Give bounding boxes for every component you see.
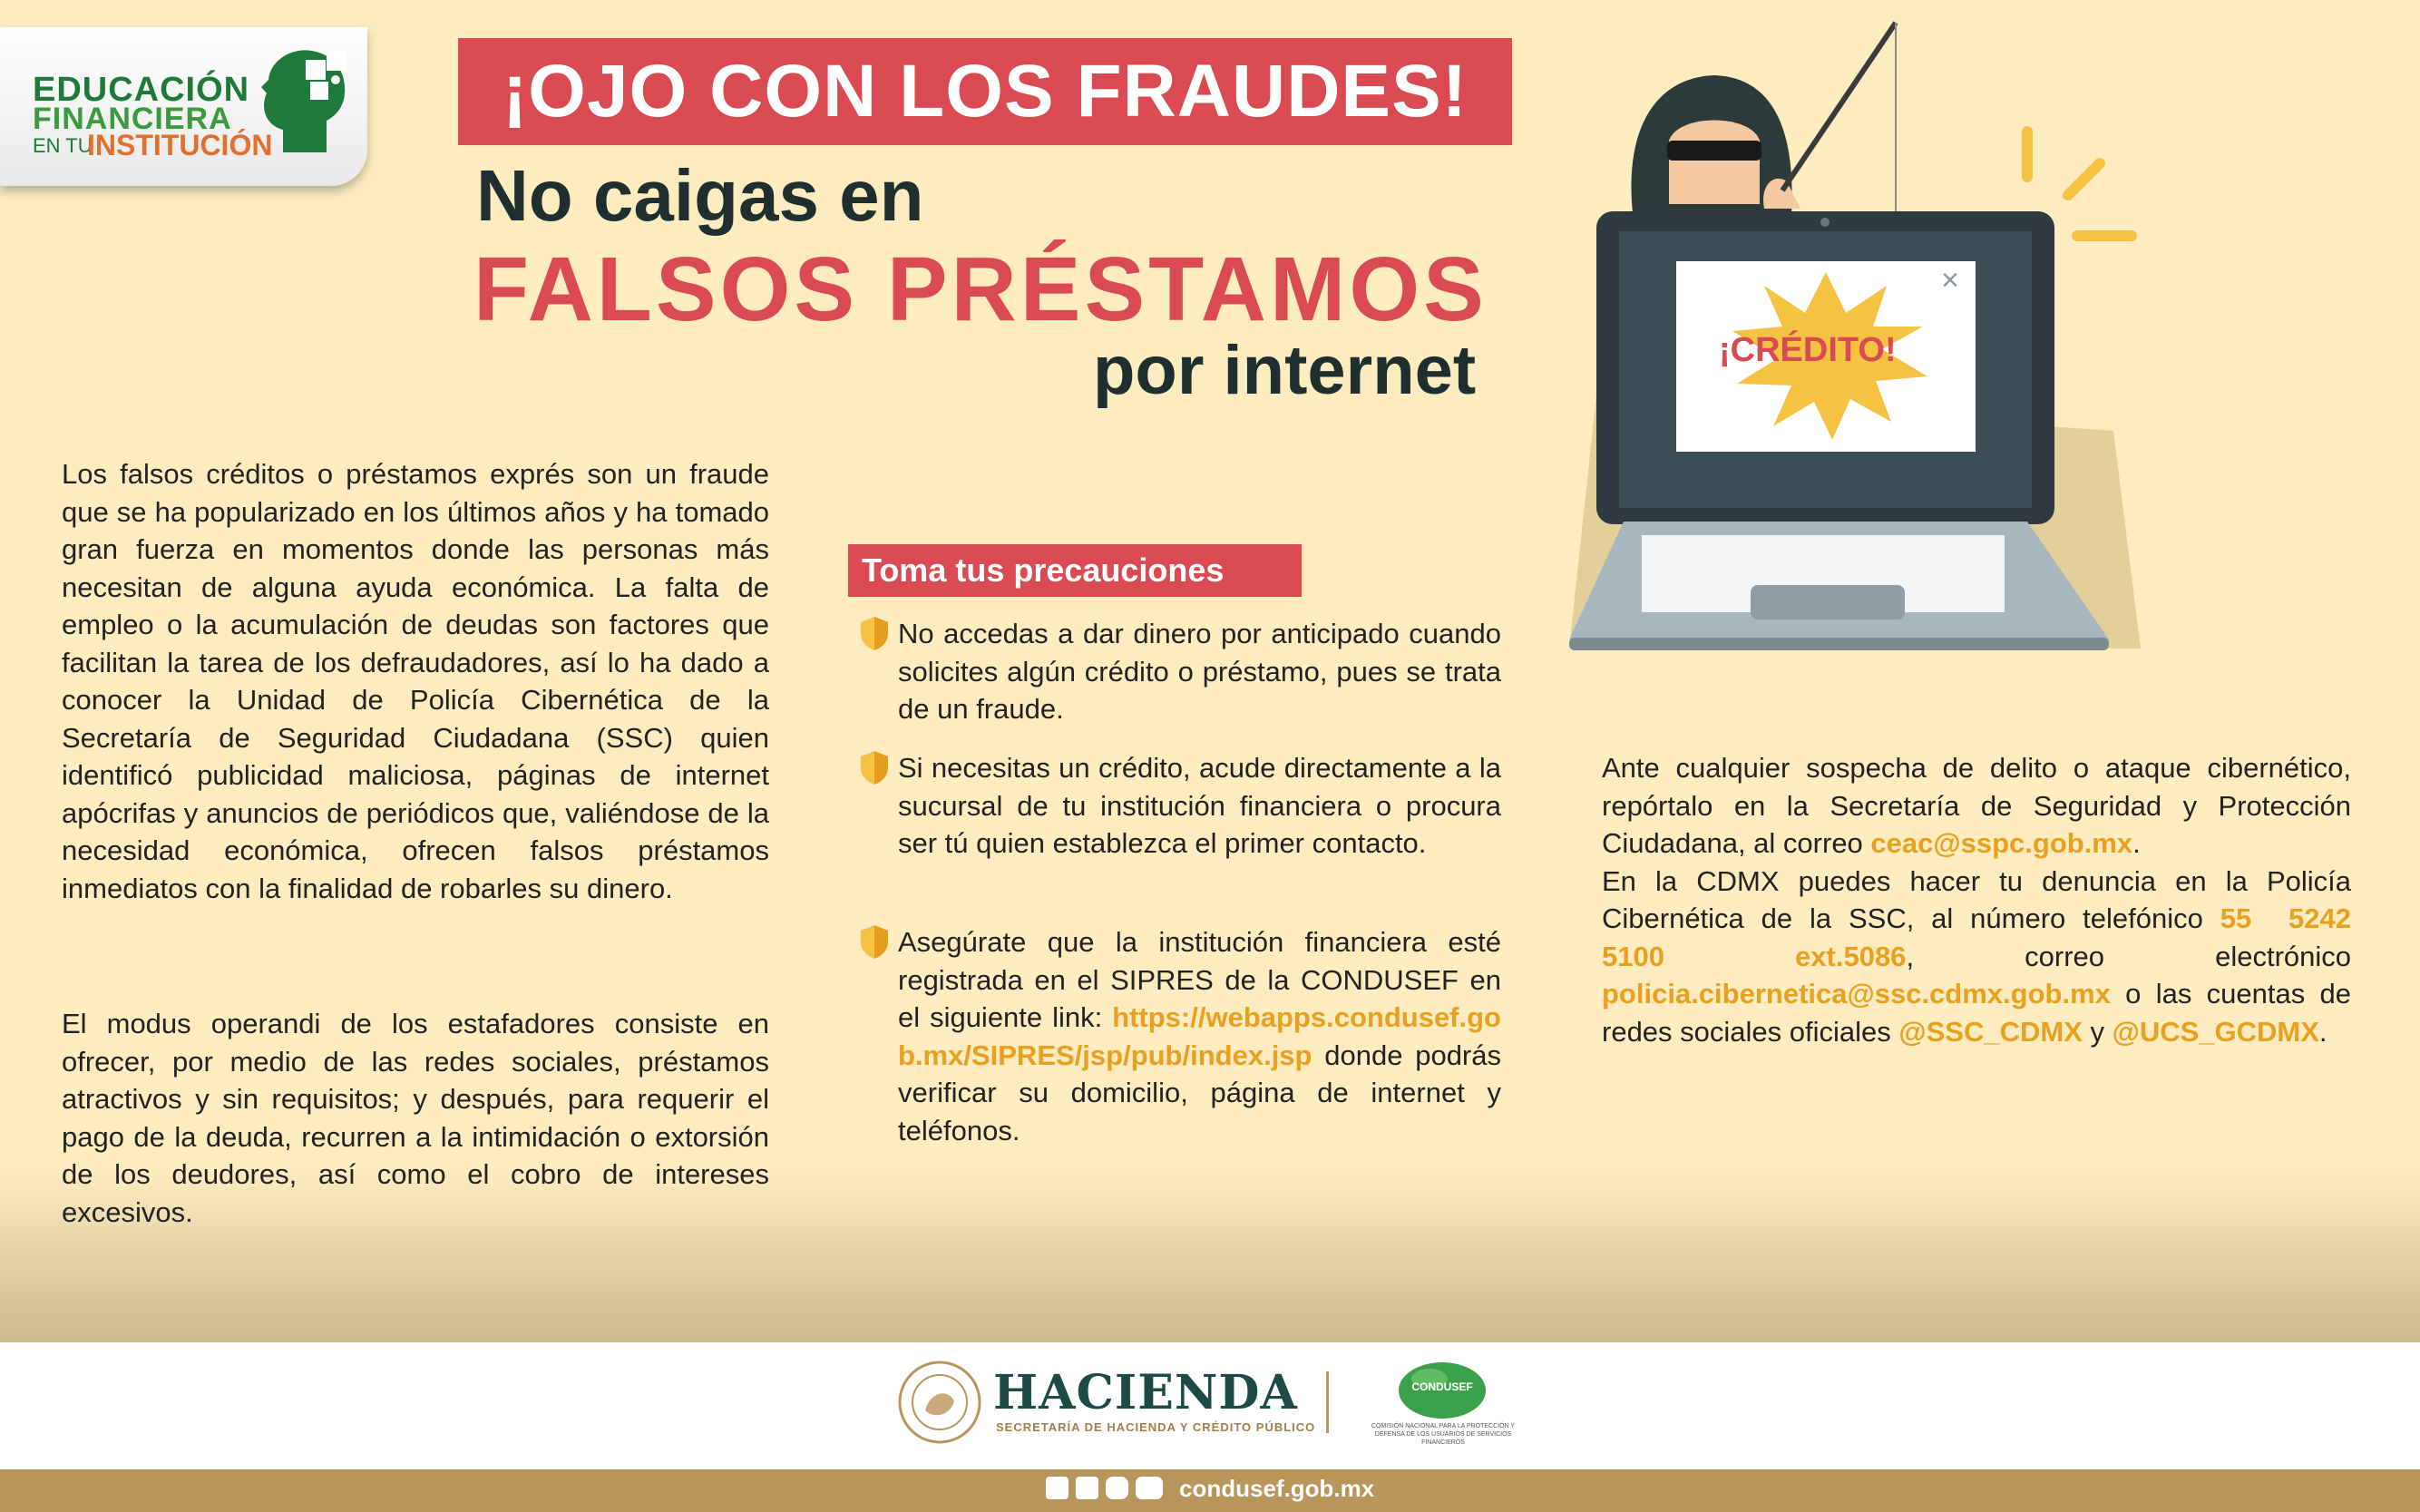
condusef-subtitle: COMISIÓN NACIONAL PARA LA PROTECCIÓN Y DEFENSA DE LOS USUARIOS DE SERVICIOS FINANCIEROS <box>1371 1423 1516 1446</box>
shield-icon <box>858 923 891 960</box>
report-text-1: Ante cualquier sospecha de delito o ataque cibernético, repórtalo en la Secretaría de Seguridad y Protección Ciudadana, al correo <box>1602 752 2351 859</box>
report-text-3: En la CDMX puedes hacer tu denuncia en la Policía Cibernética de la SSC, al número telefónico <box>1602 864 2351 934</box>
report-text-6: y <box>2082 1015 2113 1048</box>
hacienda-wordmark: HACIENDA <box>993 1365 1298 1420</box>
youtube-icon[interactable] <box>1136 1477 1163 1499</box>
precautions-title: Toma tus precauciones <box>862 551 1225 589</box>
policia-email-link[interactable]: policia.cibernetica@ssc.cdmx.gob.mx <box>1602 978 2111 1010</box>
logo-line-3b: INSTITUCIÓN <box>87 129 273 161</box>
shield-icon <box>858 749 891 785</box>
twitter-icon[interactable] <box>1076 1477 1098 1499</box>
headline-banner-text: ¡OJO CON LOS FRAUDES! <box>502 50 1469 132</box>
popup-close-icon: × <box>1941 263 1959 298</box>
logo-line-1: EDUCACIÓN <box>33 71 250 109</box>
ssc-handle-link[interactable]: @SSC_CDMX <box>1898 1015 2083 1048</box>
head-puzzle-icon <box>256 44 365 161</box>
precaution-tip-2: Si necesitas un crédito, acude directamente a la sucursal de tu institución financiera o procura ser tú quien establezca el primer contacto. <box>898 752 1501 859</box>
headline-line-2: FALSOS PRÉSTAMOS <box>473 239 1488 340</box>
popup-credit-text: ¡CRÉDITO! <box>1719 331 1897 369</box>
report-text-2: . <box>2132 827 2141 859</box>
sipres-link[interactable]: https://webapps.condusef.gob.mx/SIPRES/jsp/pub/index.jsp <box>898 1001 1501 1071</box>
hacienda-subtitle: SECRETARÍA DE HACIENDA Y CRÉDITO PÚBLICO <box>996 1420 1316 1434</box>
condusef-badge-text: CONDUSEF <box>1411 1380 1473 1393</box>
headline-line-3: por internet <box>1093 332 1477 409</box>
phone-number[interactable]: 55 5242 5100 ext.5086 <box>1602 902 2352 972</box>
precaution-tip-3 <box>898 923 1501 1149</box>
footer-url-link[interactable]: condusef.gob.mx <box>1179 1475 1375 1502</box>
report-text-4: , correo electrónico <box>1906 940 2351 972</box>
intro-paragraph-1: Los falsos créditos o préstamos exprés son un fraude que se ha popularizado en los últimos años y ha tomado gran fuerza en momentos donde las personas más necesitan de alguna ayuda económica. La falta de empleo o la acumulación de deudas son factores que facilitan la tarea de los defraudadores, así lo ha dado a conocer la Unidad de Policía Cibernética de la Secretaría de Seguridad Ciudadana (SSC) quien identificó publicidad maliciosa, páginas de internet apócrifas y anuncios de periódicos que, valiéndose de la necesidad económica, ofrecen falsos préstamos inmediatos con la finalidad de robarles su dinero. <box>62 458 769 904</box>
ucs-handle-link[interactable]: @UCS_GCDMX <box>2112 1015 2319 1048</box>
report-text-7: . <box>2318 1015 2327 1048</box>
footer-divider <box>1326 1371 1329 1433</box>
tip-3-text-before: Asegúrate que la institución financiera esté registrada en el SIPRES de la CONDUSEF en el siguiente link: <box>898 926 1501 1033</box>
intro-paragraph-2: El modus operandi de los estafadores consiste en ofrecer, por medio de las redes sociales, préstamos atractivos y sin requisitos; y después, para requerir el pago de la deuda, recurren a la intimidación o extorsión de los deudores, así como el cobro de intereses excesivos. <box>62 1008 769 1228</box>
logo-line-3a: EN TU <box>33 134 93 157</box>
facebook-icon[interactable] <box>1046 1477 1069 1499</box>
tip-3-text-after: donde podrás verificar su domicilio, página de internet y teléfonos. <box>898 1039 1501 1146</box>
mexico-seal-icon <box>898 1361 981 1444</box>
shield-icon <box>858 615 891 651</box>
logo-line-2: FINANCIERA <box>33 102 232 136</box>
ceac-email-link[interactable]: ceac@sspc.gob.mx <box>1870 827 2133 859</box>
headline-line-1: No caigas en <box>476 155 924 236</box>
report-text-5: o las cuentas de redes sociales oficiales <box>1602 978 2351 1048</box>
report-paragraph <box>1602 749 2351 1050</box>
instagram-icon[interactable] <box>1106 1477 1128 1499</box>
precaution-tip-1: No accedas a dar dinero por anticipado cuando solicites algún crédito o préstamo, pues se trata de un fraude. <box>898 618 1501 725</box>
